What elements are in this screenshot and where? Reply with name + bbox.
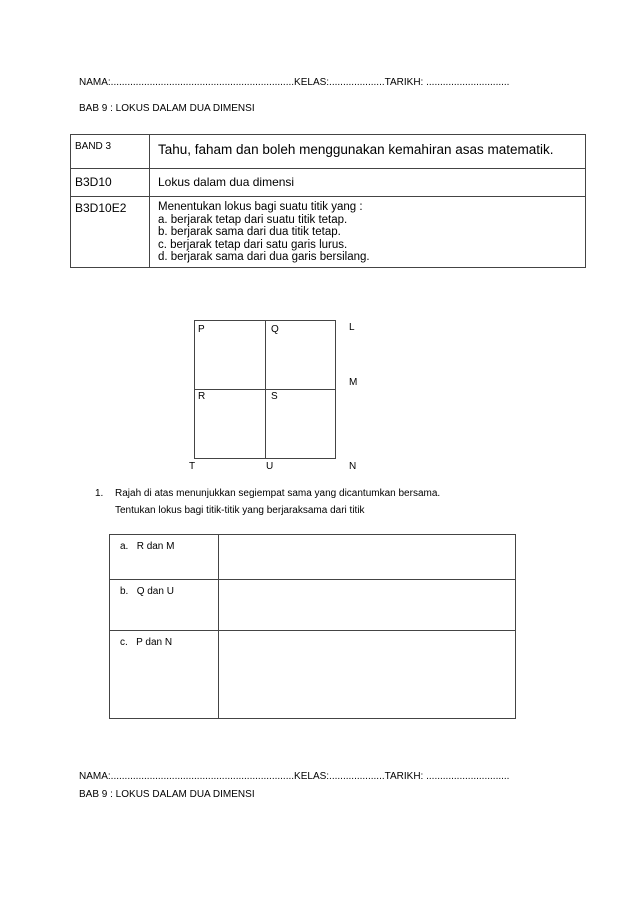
criteria-code: B3D10E2 [71,197,150,268]
criteria-item-c: c. berjarak tetap dari satu garis lurus. [158,238,348,251]
point-p-label: P [198,324,205,335]
answer-row-c [110,631,516,719]
point-n-label: N [349,461,357,472]
criteria-item-b: b. berjarak sama dari dua titik tetap. [158,226,341,238]
point-l-label: L [349,322,355,333]
criteria-row [71,197,586,268]
answer-b-space[interactable] [219,580,516,631]
answer-a-prompt [110,535,219,580]
chapter-title: BAB 9 : LOKUS DALAM DUA DIMENSI [79,103,255,114]
answer-row-b [110,580,516,631]
band-table [70,134,586,268]
skill-row [71,169,586,197]
name-class-date-line: NAMA:..................................................................KELAS:....................TARIKH: .............................. [79,77,510,88]
point-q-label: Q [271,324,279,335]
point-u-label: U [266,461,274,472]
point-t-label: T [189,461,196,472]
skill-description: Lokus dalam dua dimensi [150,169,586,197]
band-row [71,135,586,169]
answer-b-label: Q dan U [136,586,174,597]
answer-row-a [110,535,516,580]
point-r-label: R [198,391,206,402]
band-code: BAND 3 [71,135,150,169]
band-description: Tahu, faham dan boleh menggunakan kemahiran asas matematik. [150,135,586,169]
answer-a-label: R dan M [136,541,175,552]
answer-table [109,534,516,719]
answer-a-space[interactable] [219,535,516,580]
criteria-list [150,197,586,268]
point-m-label: M [349,377,358,388]
criteria-item-d: d. berjarak sama dari dua garis bersilang. [158,251,370,263]
criteria-item-a: a. berjarak tetap dari suatu titik tetap. [158,213,348,226]
criteria-intro: Menentukan lokus bagi suatu titik yang : [158,201,363,213]
answer-c-letter: c. [120,637,128,648]
footer-name-class-date-line: NAMA:..................................................................KELAS:....................TARIKH: .............................. [79,771,510,782]
answer-c-prompt [110,631,219,719]
question-line-2: Tentukan lokus bagi titik-titik yang berjaraksama dari titik [115,505,365,516]
answer-c-space[interactable] [219,631,516,719]
point-s-label: S [271,391,278,402]
answer-c-label: P dan N [136,637,173,648]
skill-code: B3D10 [71,169,150,197]
answer-b-prompt [110,580,219,631]
answer-a-letter: a. [120,541,129,552]
answer-b-letter: b. [120,586,129,597]
question-number: 1. [95,488,104,499]
question-line-1: Rajah di atas menunjukkan segiempat sama yang dicantumkan bersama. [115,488,441,499]
footer-chapter-title: BAB 9 : LOKUS DALAM DUA DIMENSI [79,789,255,800]
